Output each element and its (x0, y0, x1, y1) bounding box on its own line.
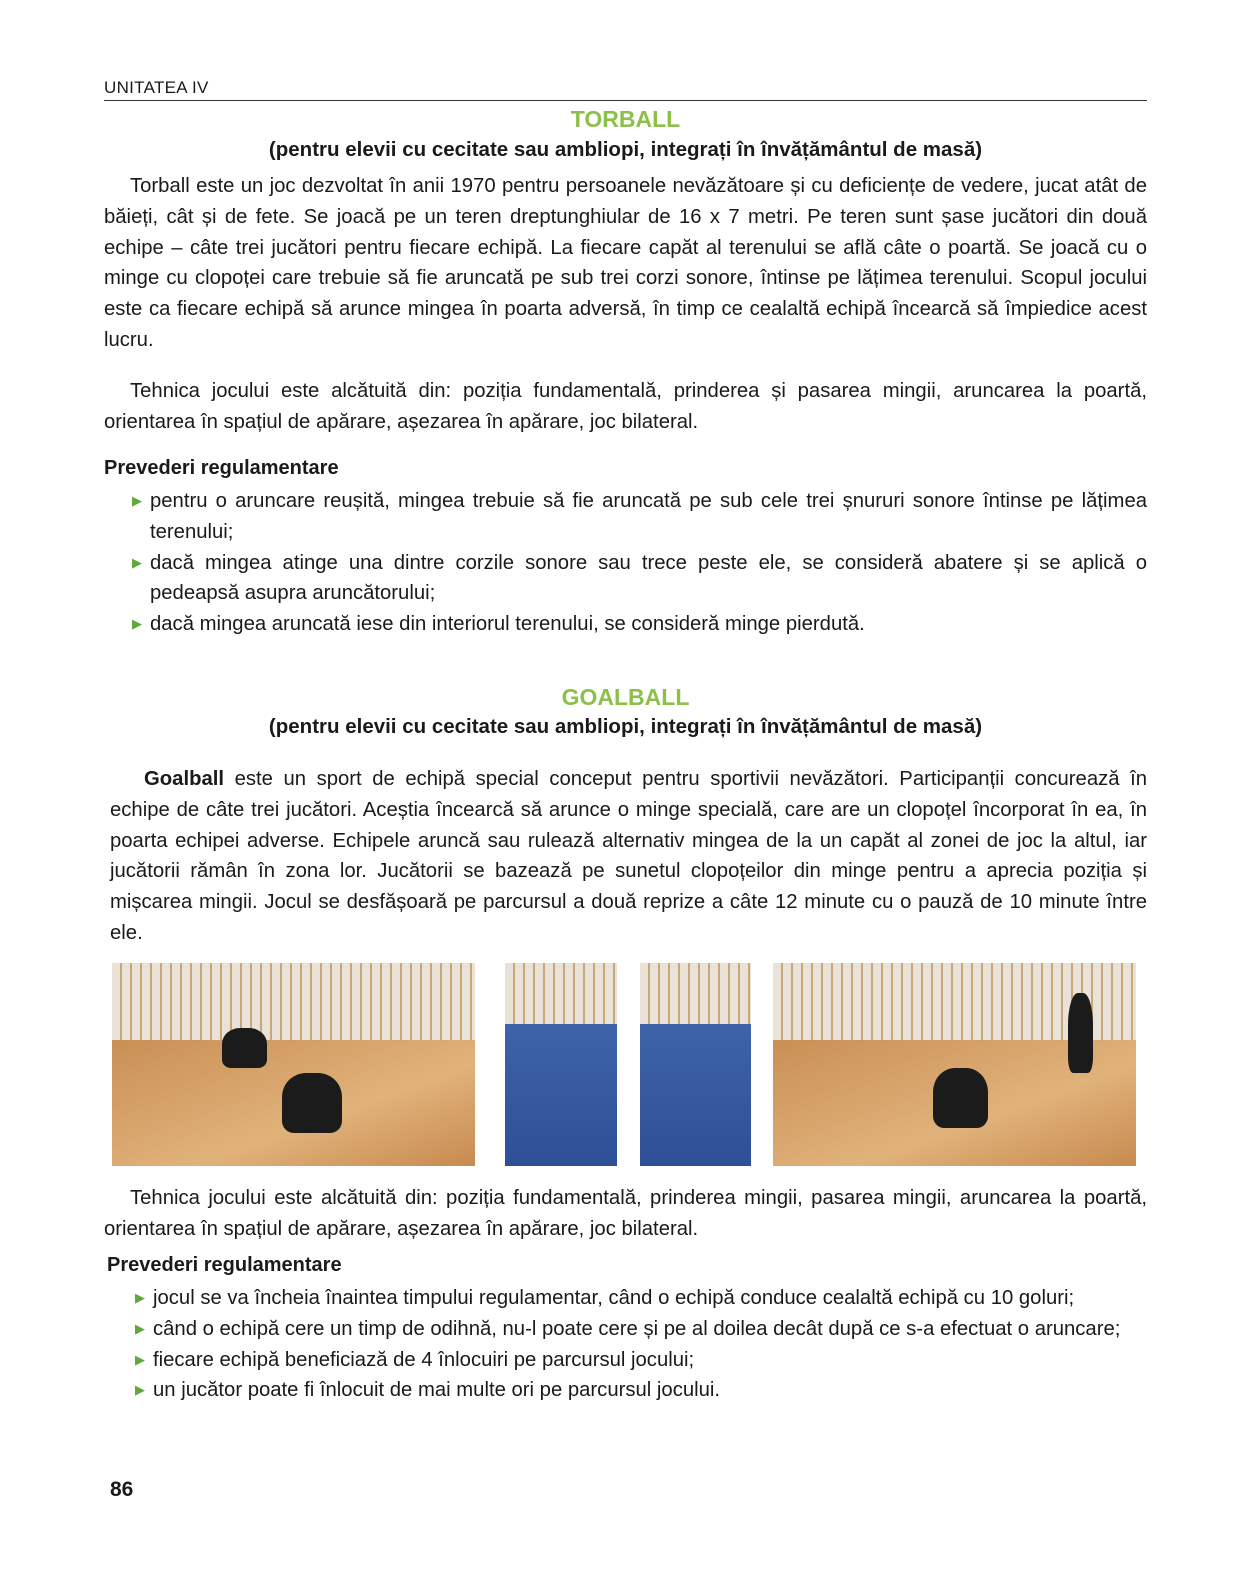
goalball-rules-heading: Prevederi regulamentare (107, 1254, 342, 1276)
bullet-icon: ▶ (132, 616, 142, 632)
list-item: ▶ dacă mingea aruncată iese din interiorul terenului, se consideră minge pierdută. (132, 609, 1147, 640)
bullet-icon: ▶ (135, 1320, 145, 1336)
bullet-icon: ▶ (135, 1290, 145, 1305)
torball-rules-heading: Prevederi regulamentare (104, 457, 339, 479)
torball-rules-list (132, 486, 1147, 640)
goalball-title: GOALBALL (561, 684, 690, 710)
list-item: ▶ un jucător poate fi înlocuit de mai multe ori pe parcursul jocului. (135, 1375, 1147, 1406)
goalball-photo-1 (112, 963, 475, 1166)
bullet-icon: ▶ (132, 554, 142, 570)
list-item: ▶ pentru o aruncare reușită, mingea trebuie să fie aruncată pe sub cele trei șnururi sonore întinse pe lățimea terenului; (132, 486, 1147, 548)
goalball-photo-4 (773, 963, 1136, 1166)
goalball-paragraph-2: Tehnica jocului este alcătuită din: poziția fundamentală, prinderea mingii, pasarea mingii, aruncarea la poartă, orientarea în spațiul de apărare, așezarea în apărare, joc bilateral. (104, 1187, 1147, 1240)
list-item: ▶ când o echipă cere un timp de odihnă, nu-l poate cere și pe al doilea decât după ce s-a efectuat o aruncare; (135, 1314, 1147, 1345)
goalball-photo-2 (505, 963, 617, 1166)
list-item: ▶ jocul se va încheia înaintea timpului regulamentar, când o echipă conduce cealaltă echipă cu 10 goluri; (135, 1283, 1147, 1314)
list-item: ▶ dacă mingea atinge una dintre corzile sonore sau trece peste ele, se consideră abatere și se aplică o pedeapsă asupra aruncătorului; (132, 548, 1147, 610)
goalball-rules-list (135, 1283, 1147, 1406)
torball-title: TORBALL (570, 106, 681, 132)
torball-paragraph-1: Torball este un joc dezvoltat în anii 1970 pentru persoanele nevăzătoare și cu deficiențe de vedere, jucat atât de băieți, cât și de fete. Se joacă pe un teren dreptunghiular de 16 x 7 metri. Pe teren sunt șase jucători din două echipe – câte trei jucători pentru fiecare echipă. La fiecare capăt al terenului se află câte o poartă. Se joacă cu o minge cu clopoței care trebuie să fie aruncată pe sub trei corzi sonore, întinse pe lățimea terenului. Scopul jocului este ca fiecare echipă să arunce mingea în poarta adversă, în timp ce cealaltă echipă încearcă să împiedice acest lucru. (104, 175, 1147, 351)
list-item: ▶ fiecare echipă beneficiază de 4 înlocuiri pe parcursul jocului; (135, 1345, 1147, 1376)
page-number: 86 (110, 1478, 134, 1501)
torball-paragraph-2: Tehnica jocului este alcătuită din: poziția fundamentală, prinderea și pasarea mingii, aruncarea la poartă, orientarea în spațiul de apărare, așezarea în apărare, joc bilateral. (104, 380, 1147, 433)
goalball-photo-3 (640, 963, 751, 1166)
bullet-icon: ▶ (135, 1382, 145, 1398)
bullet-icon: ▶ (132, 493, 142, 508)
bullet-icon: ▶ (135, 1351, 145, 1367)
goalball-subtitle: (pentru elevii cu cecitate sau ambliopi, integrați în învățământul de masă) (268, 715, 983, 738)
goalball-paragraph-1: Goalball este un sport de echipă special conceput pentru sportivii nevăzători. Participanții concurează în echipe de câte trei jucători. Aceștia încearcă să arunce o minge specială, care are un clopoțel încorporat în ea, în poarta echipei adverse. Echipele aruncă sau rulează alternativ mingea de la un capăt al zonei de joc la altul, iar jucătorii rămân în zona lor. Jucătorii se bazează pe sunetul clopoțeilor din minge pentru a aprecia poziția și mișcarea mingii. Jocul se desfășoară pe parcursul a două reprize a câte 12 minute cu o pauză de 10 minute între ele. (110, 768, 1147, 944)
torball-subtitle: (pentru elevii cu cecitate sau ambliopi, integrați în învățământul de masă) (268, 138, 983, 161)
running-header: UNITATEA IV (104, 78, 1147, 101)
